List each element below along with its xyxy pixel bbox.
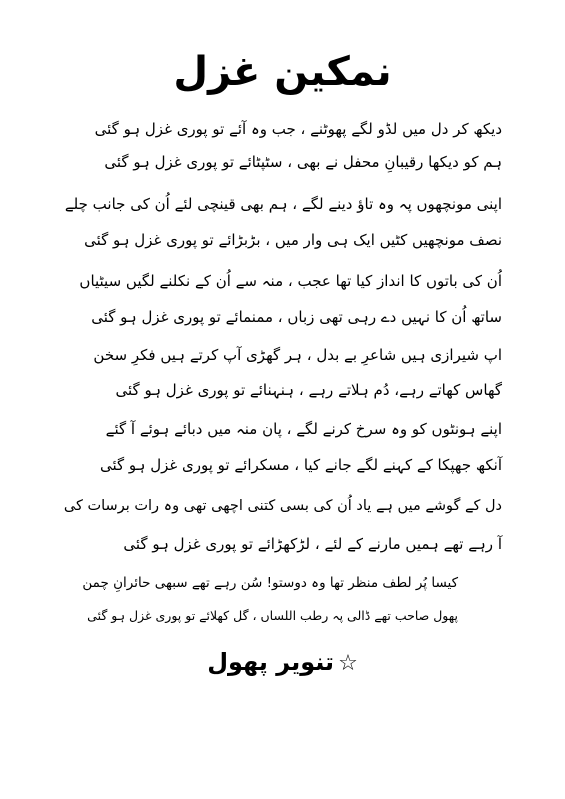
verse-line-11: دل کے گوشے میں ہے یاد اُن کی بسی کتنی اچھی تھی وہ رات برسات کی	[63, 498, 502, 514]
poet-signature	[0, 642, 565, 684]
verse-line-5: اُن کی باتوں کا انداز کیا تھا عجب ، منہ سے اُن کے نکلنے لگیں سیٹیاں	[79, 272, 502, 290]
verse-line-1: دیکھ کر دل میں لڈو لگے پھوٹنے ، جب وہ آئے تو پوری غزل ہو گئی	[94, 120, 502, 138]
verse-line-3: اپنی مونچھوں پہ وہ تاؤ دینے لگے ، ہم بھی قینچی لئے اُن کی جانب چلے	[64, 195, 502, 213]
poem-title: نمکین غزل	[173, 49, 392, 95]
verse-line-4: نصف مونچھیں کٹیں ایک ہی وار میں ، بڑبڑائے تو پوری غزل ہو گئی	[84, 231, 502, 249]
verse-line-2: ہم کو دیکھا رقیبانِ محفل نے بھی ، سٹپٹائے تو پوری غزل ہو گئی	[104, 153, 502, 171]
verse-line-7: اپ شیرازی ہیں شاعرِ بے بدل ، ہر گھڑی آپ کرتے ہیں فکرِ سخن	[93, 346, 502, 364]
verse-line-9: اپنے ہونٹوں کو وہ سرخ کرنے لگے ، پان منہ میں دبائے ہوئے آ گئے	[105, 420, 502, 438]
verse-line-6: ساتھ اُن کا نہیں دے رہی تھی زباں ، ممنمائے تو پوری غزل ہو گئی	[91, 308, 502, 326]
star-icon: ☆	[338, 651, 358, 676]
verse-line-12: آ رہے تھے ہمیں مارنے کے لئے ، لڑکھڑائے تو پوری غزل ہو گئی	[123, 535, 502, 553]
verse-line-8: گھاس کھاتے رہے، دُم ہلاتے رہے ، ہنہنائے تو پوری غزل ہو گئی	[115, 381, 502, 399]
verse-line-10: آنکھ جھپکا کے کہنے لگے جانے کیا ، مسکرائے تو پوری غزل ہو گئی	[99, 456, 502, 474]
poet-name: تنویر پھول	[207, 648, 335, 676]
verse-line-14: پھول صاحب تھے ڈالی پہ رطب اللساں ، گل کھلائے تو پوری غزل ہو گئی	[87, 608, 458, 623]
verse-line-13: کیسا پُر لطف منظر تھا وہ دوستو! سُن رہے تھے سبھی حائرانِ چمن	[82, 575, 458, 591]
